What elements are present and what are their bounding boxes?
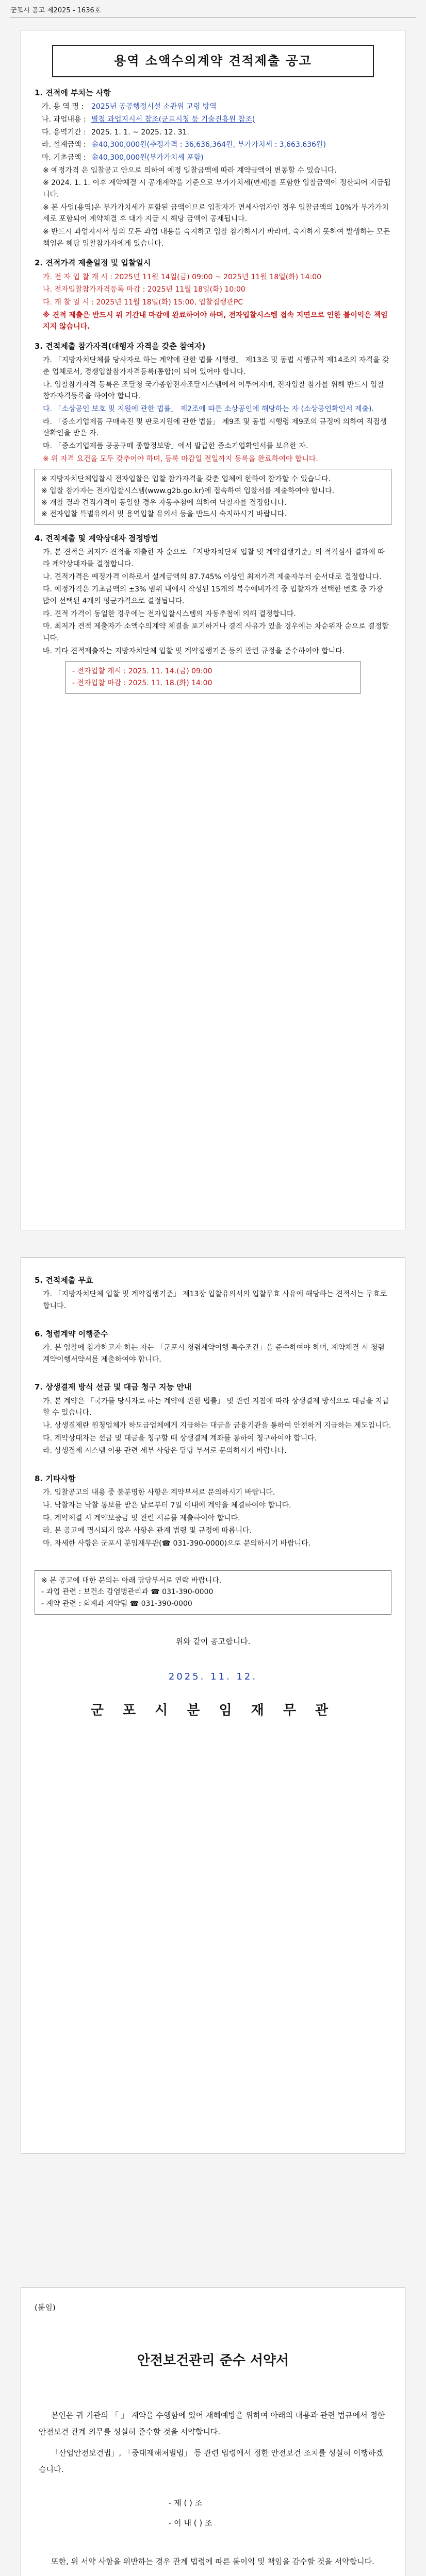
decision-line-1: 가. 본 견적은 최저가 견적을 제출한 자 순으로 「지방자치단체 입찰 및 계약집행기준」의 적격심사 결과에 따라 계약상대자를 결정합니다. — [43, 548, 385, 568]
note-3: ※ 본 사업(용역)은 부가가치세가 포함된 금액이므로 입찰자가 면세사업자인 경우 입찰금액의 10%가 부가가치세로 포함되어 계약체결 후 대가 지급 시 해당 금액이 공제됩니다. — [43, 203, 389, 224]
row-design-amount: 라. 설계금액 : 金40,300,000원(추정가격 : 36,636,364원, 부가가치세 : 3,663,636원) — [42, 141, 326, 149]
misc-line-1: 가. 입찰공고의 내용 중 불분명한 사항은 계약부서로 문의하시기 바랍니다. — [43, 1488, 275, 1497]
decision-line-2: 나. 견적가격은 예정가격 이하로서 설계금액의 87.745% 이상인 최저가격 제출자부터 순서대로 결정합니다. — [43, 572, 382, 581]
note-4: ※ 반드시 과업지시서 상의 모든 과업 내용을 숙지하고 입찰 참가하시기 바라며, 숙지하지 못하여 발생하는 모든 책임은 해당 입찰참가자에게 있습니다. — [43, 227, 390, 248]
qual-line-1: 가. 「지방자치단체를 당사자로 하는 계약에 관한 법률 시행령」 제13조 및 동법 시행규칙 제14조의 자격을 갖춘 업체로서, 경쟁입찰참가자격등록(통합)이 되어 있어야 합니다. — [43, 356, 389, 376]
qual-line-5: 마. 「중소기업제품 공공구매 종합정보망」에서 발급한 중소기업확인서를 보유한 자. — [43, 442, 308, 450]
attachment-label: (붙임) — [35, 2303, 56, 2312]
contact-box — [35, 1570, 391, 1615]
contact-line-2: - 과업 관련 : 보건소 감염병관리과 ☎ 031-390-0000 — [41, 1588, 214, 1597]
pledge-para-3: 또한, 위 서약 사항을 위반하는 경우 관계 법령에 따른 불이익 및 책임을 감수할 것을 서약합니다. — [51, 2557, 374, 2567]
contact-line-3: - 계약 관련 : 회계과 계약팀 ☎ 031-390-0000 — [41, 1599, 192, 1608]
pledge-item-2: - 이 내 ( ) 조 — [169, 2518, 212, 2528]
qual-note: ※ 위 자격 요건을 모두 갖추어야 하며, 등록 마감일 전일까지 등록을 완료하여야 합니다. — [43, 454, 318, 463]
section-8-heading: 8. 기타사항 — [35, 1473, 76, 1483]
section-7-heading: 7. 상생결제 방식 선금 및 대금 청구 지능 안내 — [35, 1382, 192, 1392]
notice-box-1 — [35, 469, 391, 525]
box1-line-2: ※ 입찰 참가자는 전자입찰시스템(www.g2b.go.kr)에 접속하여 입찰서를 제출하여야 합니다. — [41, 486, 335, 495]
payment-line-3: 다. 계약상대자는 선금 및 대금을 청구할 때 상생결제 계좌를 통하여 청구하여야 합니다. — [43, 1434, 317, 1443]
row-service-name: 가. 용 역 명 : 2025년 공공행정시설 소관위 고령 방역 — [42, 103, 217, 111]
misc-line-2: 나. 낙찰자는 낙찰 통보를 받은 날로부터 7일 이내에 계약을 체결하여야 합니다. — [43, 1501, 291, 1510]
schedule-box-line-1: - 전자입찰 개시 : 2025. 11. 14.(금) 09:00 — [72, 667, 212, 676]
payment-line-4: 라. 상생결제 시스템 이용 관련 세부 사항은 담당 부서로 문의하시기 바랍니다. — [43, 1447, 287, 1455]
section-1-heading: 1. 견적에 부치는 사항 — [35, 88, 111, 97]
pledge-para-1: 본인은 귀 기관의 「 」 계약을 수행함에 있어 재해예방을 위하여 아래의 내용과 관련 법규에서 정한 안전보건 관계 의무를 성실히 준수할 것을 서약합니다. — [39, 2411, 385, 2436]
section-4-heading: 4. 견적제출 및 계약상대자 결정방법 — [35, 533, 158, 543]
schedule-box — [65, 661, 361, 693]
section-6-heading: 6. 청렴계약 이행준수 — [35, 1329, 108, 1338]
pledge-title: 안전보건관리 준수 서약서 — [137, 2353, 289, 2369]
invalid-line-1: 가. 「지방자치단체 입찰 및 계약집행기준」 제13장 입찰유의서의 입찰무효 사유에 해당하는 견적서는 무효로 합니다. — [43, 1290, 387, 1310]
notice-page-1 — [21, 30, 405, 1230]
decision-line-5: 마. 최저가 견적 제출자가 소액수의계약 체결을 포기하거나 결격 사유가 있을 경우에는 차순위자 순으로 결정합니다. — [43, 622, 389, 642]
safety-pledge-page — [21, 2287, 405, 2576]
closing-text: 위와 같이 공고합니다. — [175, 1636, 251, 1646]
pledge-para-2: 「산업안전보건법」, 「중대재해처벌법」 등 관련 법령에서 정한 안전보건 조치를 성실히 이행하겠습니다. — [39, 2448, 383, 2474]
section-3-heading: 3. 견적제출 참가자격(대행자 자격을 갖춘 참여자) — [35, 341, 206, 351]
notice-date: 2025. 11. 12. — [168, 1671, 258, 1682]
notice-page-2 — [21, 1257, 405, 2154]
row-base-amount: 마. 기초금액 : 金40,300,000원(부가가치세 포함) — [42, 153, 204, 162]
row-period: 다. 용역기간 : 2025. 1. 1. ~ 2025. 12. 31. — [42, 128, 189, 137]
notice-number: 군포시 공고 제2025 - 1636호 — [10, 7, 101, 14]
issuing-agency: 군 포 시 분 임 재 무 관 — [90, 1703, 336, 1719]
qual-line-3: 다. 「소상공인 보호 및 지원에 관한 법률」 제2조에 따른 소상공인에 해당하는 자 (소상공인확인서 제출). — [43, 404, 374, 413]
decision-line-6: 바. 기타 견적제출자는 지방자치단체 입찰 및 계약집행기준 등의 관련 규정을 준수하여야 합니다. — [43, 647, 345, 655]
schedule-line-1: 가. 전 자 입 찰 개 시 : 2025년 11월 14일(금) 09:00 ~ 2025년 11월 18일(화) 14:00 — [43, 273, 322, 281]
row-task-content: 나. 과업내용 : 별첨 과업지시서 참조(군포시청 등 기술진흥원 참조) — [42, 115, 255, 124]
pledge-items — [169, 2493, 391, 2533]
box1-line-3: ※ 개찰 결과 견적가격이 동일할 경우 자동추첨에 의하여 낙찰자를 결정합니다. — [41, 498, 287, 507]
payment-line-1: 가. 본 계약은 「국가를 당사자로 하는 계약에 관한 법률」 및 관련 지침에 따라 상생결제 방식으로 대금을 지급할 수 있습니다. — [43, 1397, 389, 1417]
qual-line-4: 라. 「중소기업제품 구매촉진 및 판로지원에 관한 법률」 제9조 및 동법 시행령 제9조의 규정에 의하여 직접생산확인을 받은 자. — [43, 417, 387, 438]
decision-line-3: 다. 예정가격은 기초금액의 ±3% 범위 내에서 작성된 15개의 복수예비가격 중 입찰자가 선택한 번호 중 가장 많이 선택된 4개의 평균가격으로 결정됩니다. — [43, 585, 383, 605]
box1-line-4: ※ 전자입찰 특별유의서 및 용역입찰 유의서 등을 반드시 숙지하시기 바랍니다. — [41, 510, 287, 519]
misc-line-3: 다. 계약체결 시 계약보증금 및 관련 서류를 제출하여야 합니다. — [43, 1514, 240, 1522]
misc-line-5: 마. 자세한 사항은 군포시 분임재무관(☎ 031-390-0000)으로 문의하시기 바랍니다. — [43, 1539, 311, 1548]
schedule-note: ※ 견적 제출은 반드시 위 기간내 마감에 완료하여야 하며, 전자입찰시스템 접속 지연으로 인한 불이익은 책임지지 않습니다. — [43, 311, 388, 331]
misc-line-4: 라. 본 공고에 명시되지 않은 사항은 관계 법령 및 규정에 따릅니다. — [43, 1527, 252, 1535]
note-2: ※ 2024. 1. 1. 이후 계약체결 시 공개계약을 기준으로 부가가치세(면세)를 포함한 입찰금액이 정산되어 지급됩니다. — [43, 179, 391, 199]
schedule-box-line-2: - 전자입찰 마감 : 2025. 11. 18.(화) 14:00 — [72, 679, 212, 687]
section-2-heading: 2. 견적가격 제출일정 및 입찰일시 — [35, 258, 151, 268]
qual-line-2: 나. 입찰참가자격 등록은 조달청 국가종합전자조달시스템에서 이루어지며, 전자입찰 참가를 위해 반드시 입찰 참가자격등록을 하여야 합니다. — [43, 380, 384, 401]
schedule-line-2: 나. 전자입찰참가자격등록 마감 : 2025년 11월 18일(화) 10:00 — [43, 285, 245, 294]
section-5-heading: 5. 견적제출 무효 — [35, 1276, 93, 1285]
integrity-line-1: 가. 본 입찰에 참가하고자 하는 자는 「군포시 청렴계약이행 특수조건」을 준수하여야 하며, 계약체결 시 청렴계약이행서약서를 제출하여야 합니다. — [43, 1343, 385, 1364]
decision-line-4: 라. 견적 가격이 동일한 경우에는 전자입찰시스템의 자동추첨에 의해 결정합니다. — [43, 609, 296, 618]
payment-line-2: 나. 상생결제란 원청업체가 하도급업체에게 지급하는 대금을 금융기관을 통하여 안전하게 지급하는 제도입니다. — [43, 1421, 391, 1430]
box1-line-1: ※ 지방자치단체입찰시 전자입찰은 입찰 참가자격을 갖춘 업체에 한하여 참가할 수 있습니다. — [41, 475, 331, 484]
schedule-line-3: 다. 개 찰 일 시 : 2025년 11월 18일(화) 15:00, 입찰집행관PC — [43, 298, 243, 307]
note-1: ※ 예정가격 은 입찰공고 안으로 의하여 예정 입찰금액에 따라 계약금액이 변동할 수 있습니다. — [43, 166, 337, 175]
contact-line-1: ※ 본 공고에 대한 문의는 아래 담당부서로 연락 바랍니다. — [41, 1576, 222, 1585]
pledge-item-1: - 제 ( ) 조 — [169, 2498, 203, 2508]
notice-title: 용역 소액수의계약 견적제출 공고 — [52, 45, 374, 77]
